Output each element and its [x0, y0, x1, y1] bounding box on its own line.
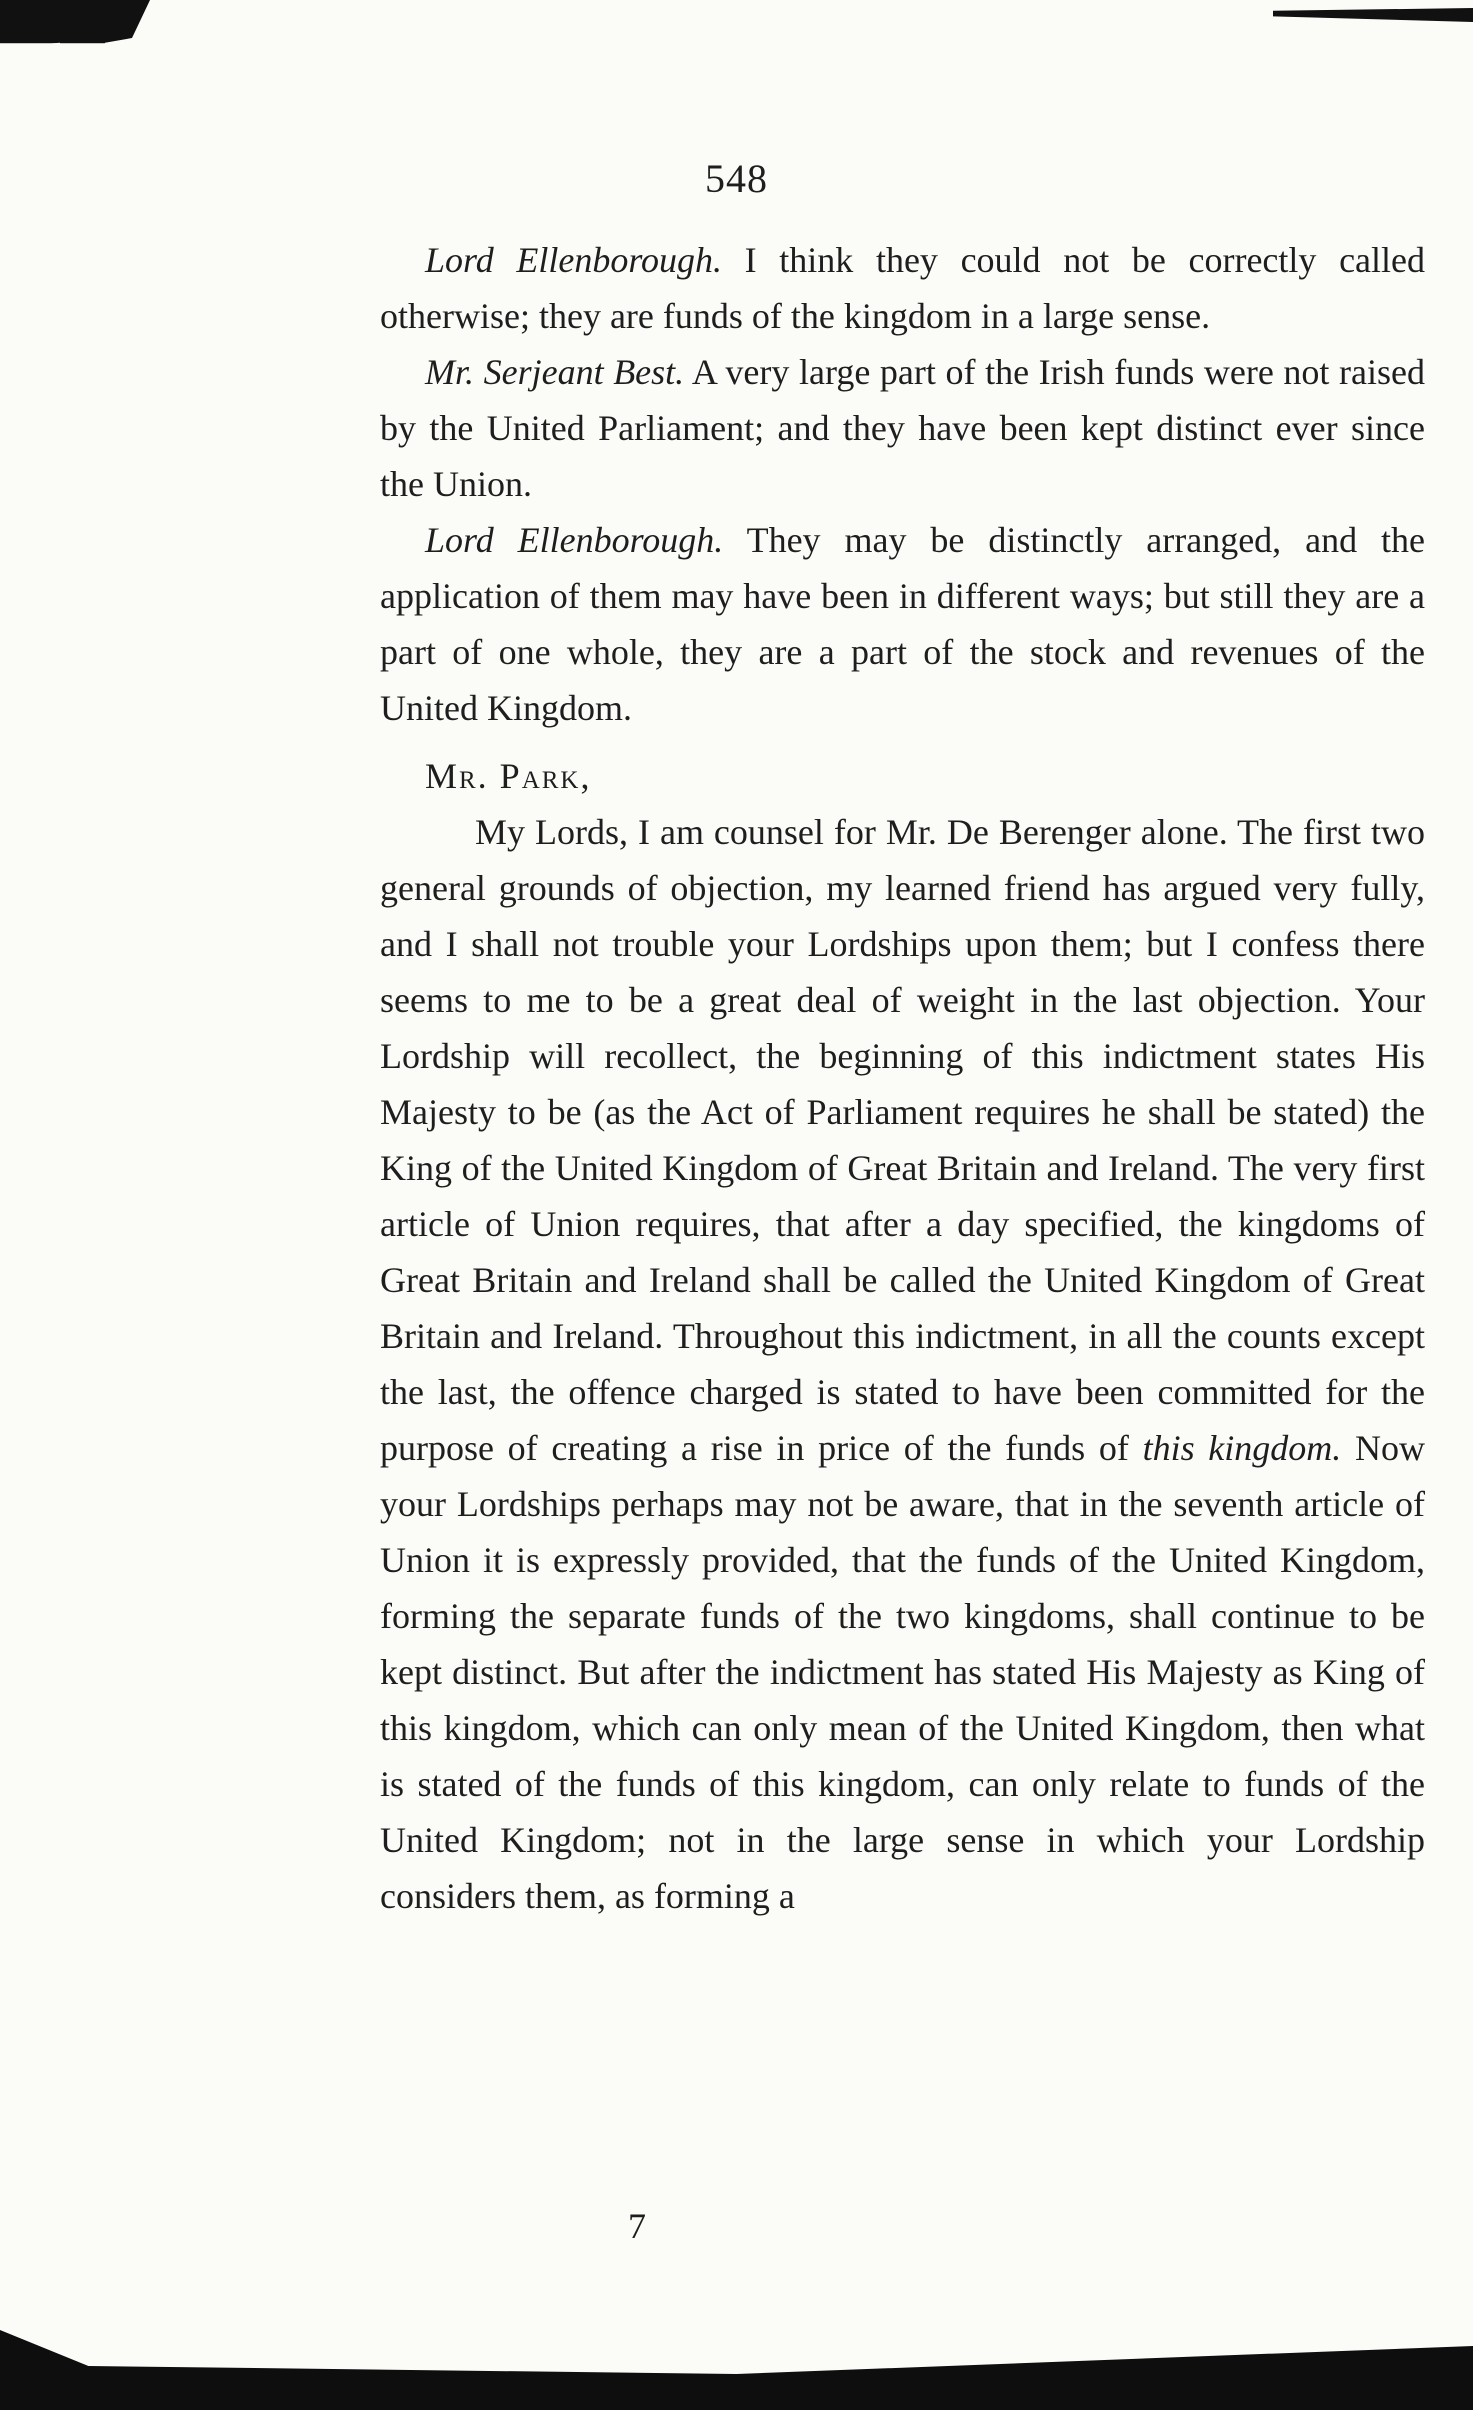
speaker-name: Lord Ellenborough. [425, 520, 724, 560]
scan-edge-bottom [0, 2330, 1473, 2410]
speech-text: I think they could not be correctly called otherwise; they are funds of the kingdom in a large sense. [380, 240, 1426, 336]
argument-text: My Lords, I am counsel for Mr. De Berenger alone. The first two general grounds of objection, my learned friend has argued very fully, and I shall not trouble your Lordships upon them; but I confess there seems to me to be a great deal of weight in the last objection. Your Lordship will recollect, the beginning of this indictment states His Majesty to be (as the Act of Parliament requires he shall be stated) the King of the United Kingdom of Great Britain and Ireland. The very first article of Union requires, that after a day specified, the kingdoms of Great Britain and Ireland shall be called the United Kingdom of Great Britain and Ireland. Throughout this indictment, in all the counts except the last, the offence charged is stated to have been committed for the purpose of creating a rise in price of the funds of [380, 812, 1425, 1468]
body-text [380, 232, 1425, 1924]
speaker-name: Mr. Serjeant Best. [425, 352, 685, 392]
speaker-name: Lord Ellenborough. [425, 240, 722, 280]
speech-paragraph [380, 232, 1425, 344]
counsel-heading: Mr. Park, [425, 756, 592, 796]
scan-edge-top-right [1273, 8, 1473, 22]
argument-emphasis: this kingdom. [1142, 1428, 1342, 1468]
scan-edge-top-left [0, 0, 150, 95]
speech-text: They may be distinctly arranged, and the application of them may have been in different ways; but still they are a part of one whole, they are a part of the stock and revenues of the United Kingdom. [380, 520, 1425, 728]
speech-paragraph [380, 344, 1425, 512]
page-number: 548 [705, 156, 768, 201]
speech-paragraph [380, 512, 1425, 736]
speech-text: A very large part of the Irish funds were not raised by the United Parliament; and they have been kept distinct ever since the Union. [380, 352, 1425, 504]
argument-paragraph [380, 804, 1425, 1924]
signature-mark: 7 [628, 2206, 646, 2246]
argument-text-continued: Now your Lordships perhaps may not be aware, that in the seventh article of Union it is expressly provided, that the funds of the United Kingdom, forming the separate funds of the two kingdoms, shall continue to be kept distinct. But after the indictment has stated His Majesty as King of this kingdom, which can only mean of the United Kingdom, then what is stated of the funds of this kingdom, can only relate to funds of the United Kingdom; not in the large sense in which your Lordship considers them, as forming a [380, 1428, 1425, 1916]
